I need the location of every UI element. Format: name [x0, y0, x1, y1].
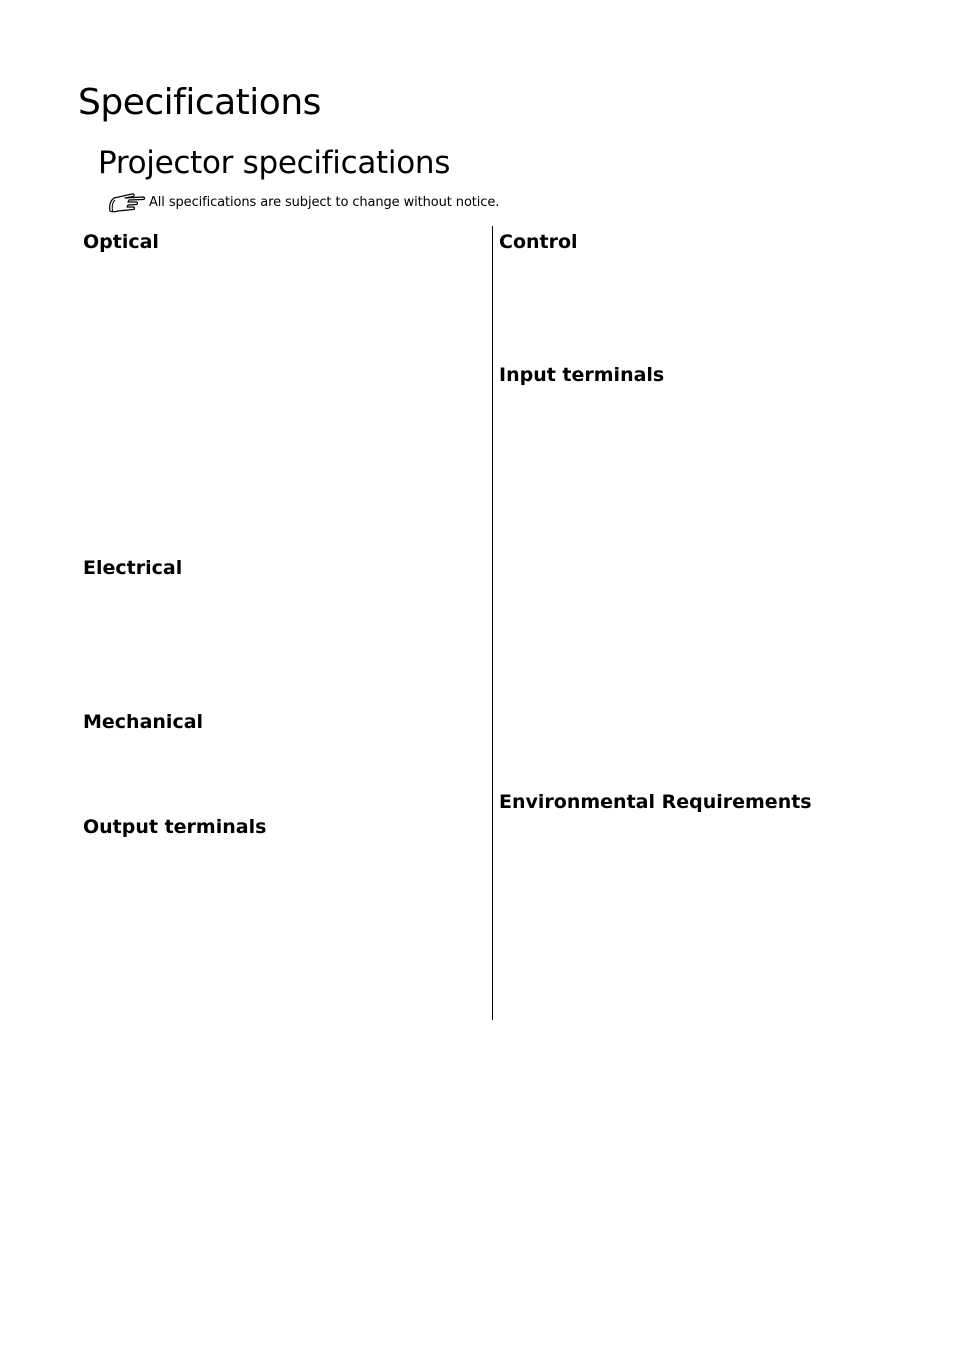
heading-environmental-requirements: Environmental Requirements: [499, 791, 812, 813]
heading-mechanical: Mechanical: [83, 711, 204, 733]
heading-optical: Optical: [83, 231, 159, 253]
section-title: Projector specifications: [98, 145, 451, 181]
heading-electrical: Electrical: [83, 557, 183, 579]
page-title: Specifications: [78, 82, 321, 123]
column-divider: [492, 226, 493, 1020]
note-text: All specifications are subject to change without notice.: [149, 194, 500, 210]
heading-input-terminals: Input terminals: [499, 364, 665, 386]
heading-output-terminals: Output terminals: [83, 816, 267, 838]
heading-control: Control: [499, 231, 578, 253]
note: [108, 190, 499, 214]
pointing-hand-icon: [108, 190, 146, 214]
